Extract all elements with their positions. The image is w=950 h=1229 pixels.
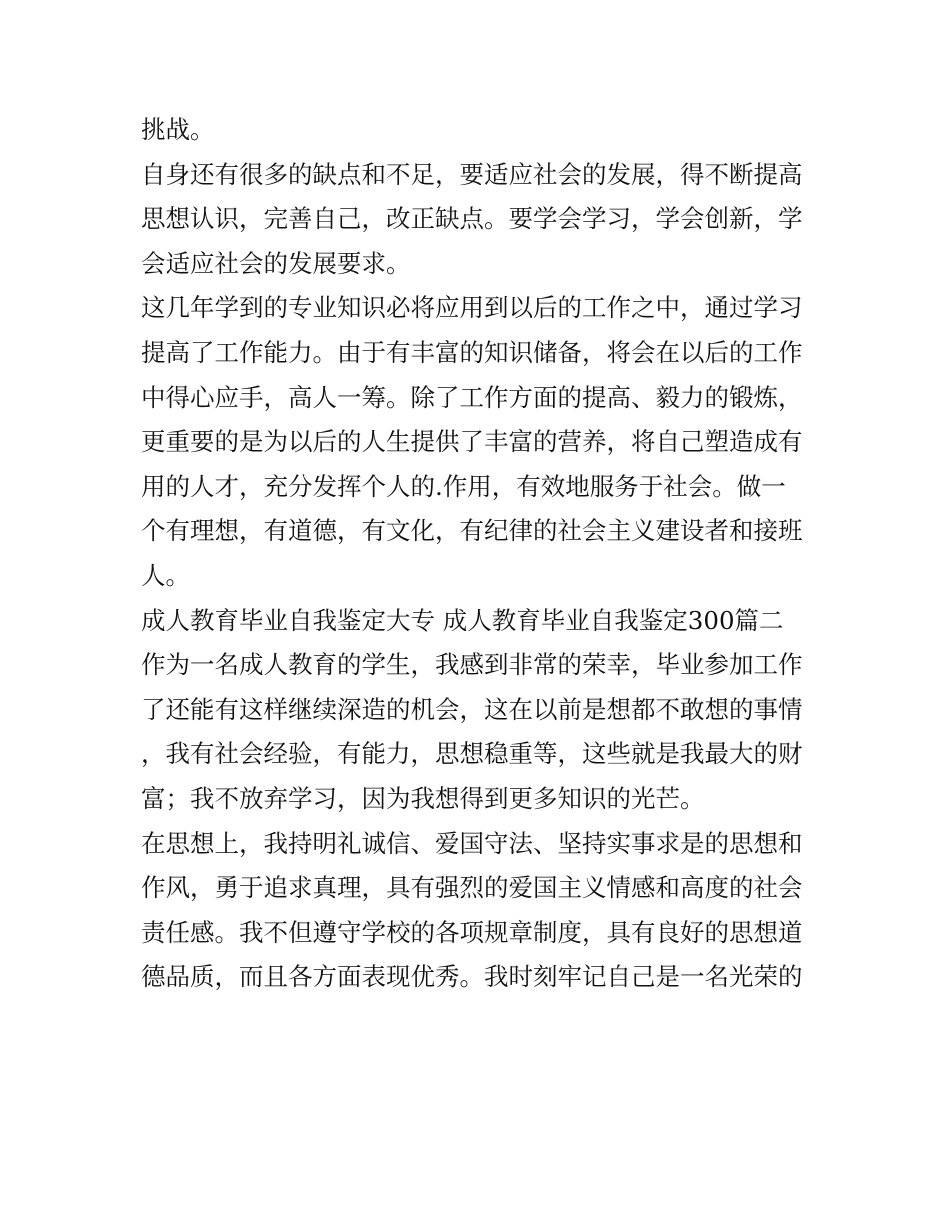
text-line: 富；我不放弃学习，因为我想得到更多知识的光芒。 <box>141 783 705 813</box>
text-line: 作风，勇于追求真理，具有强烈的爱国主义情感和高度的社会 <box>141 873 803 903</box>
text-line: 更重要的是为以后的人生提供了丰富的营养，将自己塑造成有 <box>141 427 803 457</box>
text-line: 提高了工作能力。由于有丰富的知识储备，将会在以后的工作 <box>141 337 803 367</box>
text-line: 这几年学到的专业知识必将应用到以后的工作之中，通过学习 <box>141 293 803 323</box>
text-line: 用的人才，充分发挥个人的.作用，有效地服务于社会。做一 <box>141 471 786 501</box>
text-line: 在思想上，我持明礼诚信、爱国守法、坚持实事求是的思想和 <box>141 828 803 858</box>
text-line: 了还能有这样继续深造的机会，这在以前是想都不敢想的事情 <box>141 694 803 724</box>
text-line: 作为一名成人教育的学生，我感到非常的荣幸，毕业参加工作 <box>141 650 803 680</box>
text-line: 自身还有很多的缺点和不足，要适应社会的发展，得不断提高 <box>141 159 803 189</box>
text-line: ，我有社会经验，有能力，思想稳重等，这些就是我最大的财 <box>141 739 803 769</box>
text-line: 思想认识，完善自己，改正缺点。要学会学习，学会创新，学 <box>141 204 803 234</box>
text-line: 德品质，而且各方面表现优秀。我时刻牢记自己是一名光荣的 <box>141 962 803 992</box>
section-title-line: 成人教育毕业自我鉴定大专 成人教育毕业自我鉴定300篇二 <box>141 605 784 635</box>
text-line: 中得心应手，高人一筹。除了工作方面的提高、毅力的锻炼， <box>141 382 803 412</box>
text-line: 责任感。我不但遵守学校的各项规章制度，具有良好的思想道 <box>141 917 803 947</box>
text-line: 会适应社会的发展要求。 <box>141 248 411 278</box>
body-text <box>141 108 821 1000</box>
text-line: 个有理想，有道德，有文化，有纪律的社会主义建设者和接班 <box>141 516 803 546</box>
text-line: 人。 <box>141 560 190 590</box>
text-line: 挑战。 <box>141 115 215 144</box>
